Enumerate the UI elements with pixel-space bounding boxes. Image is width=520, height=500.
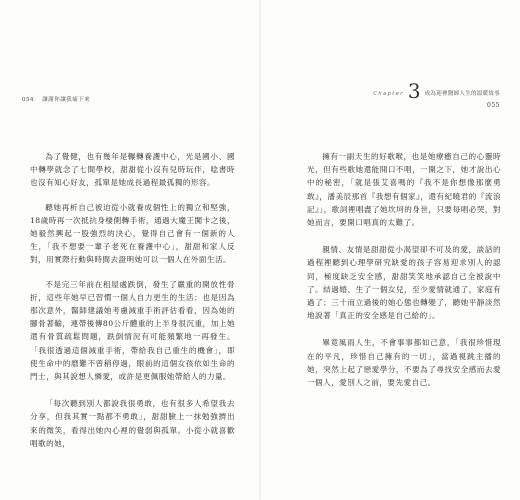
left-running-header xyxy=(22,95,90,103)
left-page-number: 054 xyxy=(22,97,34,103)
left-running-head-title: 讓謝你讓我痛下來 xyxy=(42,97,91,103)
right-paragraph-1: 擁有一副天生的好歌喉，也是她療癒自己的心靈時光，但有些歌她還能開口不唱，一開之下，她才說出心中的秘密，「就是張艾喜嗎的『我不是你想像那麼勇敢』，潘美辰那首『我想有個家』，還有紀曉君的『流浪記』」，歌詞裡唱盡了她坎坷的身世，只要每唱必哭，對她而言，要開口唱真的太難了。 xyxy=(307,152,501,228)
left-paragraph-1: 為了覺健，也有幾年是輾轉養護中心，光是國小、國中轉學就念了七間學校，甜甜從小沒有兒時玩伴，唸書時也沒有知心好友，孤單是她成長過程最孤獨的形容。 xyxy=(30,152,235,188)
chapter-word: Chapter xyxy=(373,91,404,97)
right-body-text xyxy=(307,150,501,400)
left-paragraph-3: 不是完三年前在租屋處跌倒，發生了嚴重的開放性骨折，這些年她早已習慣一個人自力更生的生活；也是因為那次意外，醫師建議她考慮減重手術評估看看，因為她的腳骨著輸，連帶後傳80公斤體重的上半身很沉重，加上她還有骨質疏鬆問題，跌倒情況有可能頻繁地一再發生。「我很透過這個減重手術，帶給我自己重生的機會」，即使生命中的磨難不曾稍停過，眼前的這個女孩依如生命的門士，與其說想人憐愛，或許是更佩服她帶給人的力量。 xyxy=(30,279,235,382)
left-body-text xyxy=(30,150,235,461)
right-page xyxy=(261,0,520,500)
chapter-number: 3 xyxy=(407,79,421,103)
right-paragraph-2: 親情、友情是甜甜從小渴望卻不可及的愛，談話的過程裡聽到心理學研究缺愛的孩子容易迎求別人的認同，極度缺乏安全感，甜甜笑笑地承認自己全被說中了。結過婚、生了一個女兒，至少愛情就通了，家庭有過了；三十而立過後的她心態也轉變了，聽她平靜淡然地說著「真正的安全感是自己給的」。 xyxy=(307,245,501,321)
right-running-header xyxy=(373,79,500,109)
right-paragraph-3: 畢竟風雨人生，不會事事都如己意，「我很珍惜現在的平凡，珍惜自己擁有的一切」，當過視跳主播的她，突然上起了戀愛學分，不要為了尋找安全感而去愛一個人，愛別人之前，要先愛自己。 xyxy=(307,338,501,388)
left-quote-paragraph: 「每次聽到別人都說我很勇敢，也有很多人希望我去分享，但我其實一點都不勇敢」，甜甜臉上一抹勉強擠出來的微笑，看得出她內心裡的覺弱與孤單。小從小就喜歡唱歌的她， xyxy=(30,399,235,448)
left-page xyxy=(0,0,259,500)
right-page-number: 055 xyxy=(487,102,500,109)
chapter-title: 成為迎裡醫師人生的溫暖故事 xyxy=(424,91,500,97)
left-paragraph-2: 聽她再析自己被迫從小就養成個性上的獨立和堅強，18歲時再一次抵抗身棲側轉手術，通過大魔王闖卡之後，她毅然興起一股強烈的決心，覺得自己會有一個新的人生，「我不想要一輩子老死在養護中心」，甜甜和家人反對，用實際行動與時間去證明她可以一個人在外面生活。 xyxy=(30,202,235,265)
